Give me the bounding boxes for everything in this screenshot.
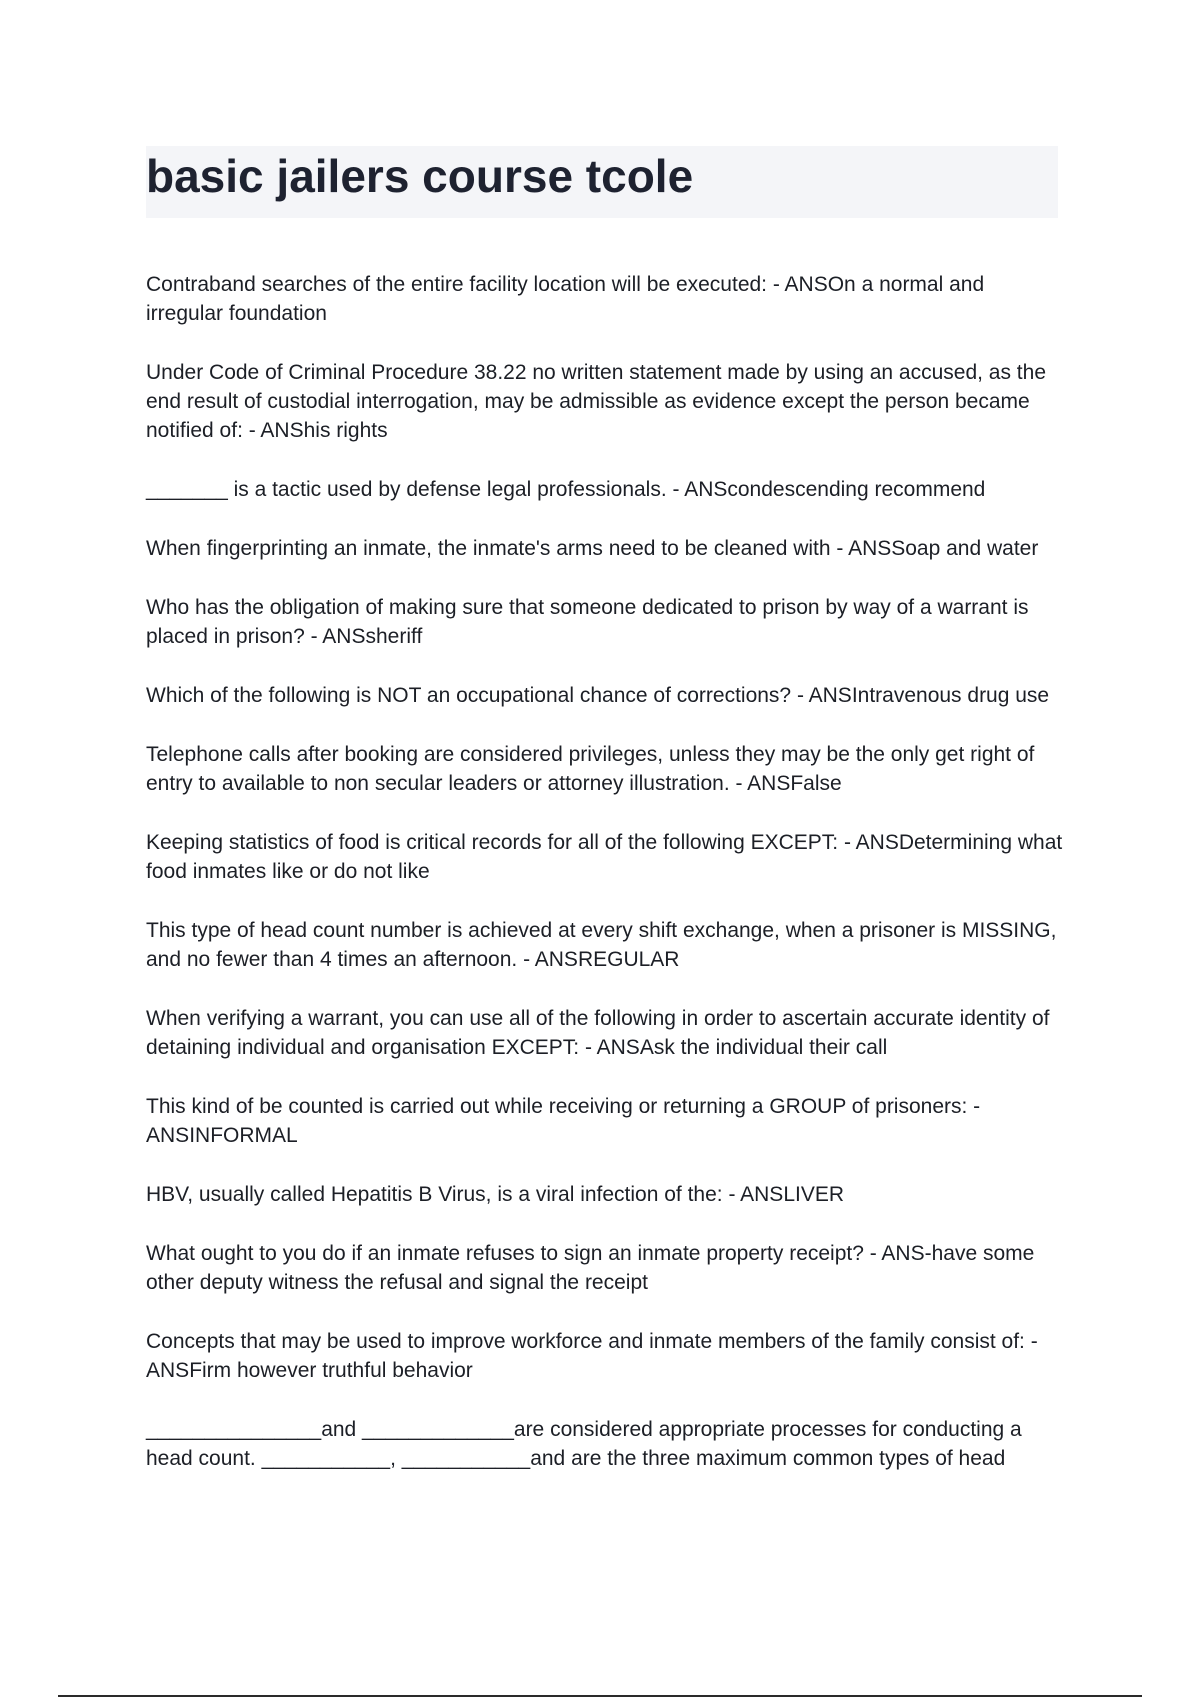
question-text: Under Code of Criminal Procedure 38.22 no written statement made by using an accused, as the end result of custodial interrogation, may be admissible as evidence except the person became notified of:: [146, 361, 1046, 442]
answer-text: Firm however truthful behavior: [189, 1359, 473, 1382]
answer-text: -have some other deputy witness the refusal and signal the receipt: [146, 1242, 1035, 1294]
question-text: Telephone calls after booking are considered privileges, unless they may be the only get right of entry to available to non secular leaders or attorney illustration.: [146, 743, 1035, 795]
question-text: This type of head count number is achieved at every shift exchange, when a prisoner is MISSING, and no fewer than 4 times an afternoon.: [146, 919, 1057, 971]
qa-item: [146, 475, 1066, 504]
answer-text: On a normal and irregular foundation: [146, 273, 985, 325]
answer-text: his rights: [303, 419, 388, 442]
qa-item: [146, 1092, 1066, 1150]
qa-item: [146, 534, 1066, 563]
document-title: basic jailers course tcole: [146, 150, 694, 202]
answer-marker: - ANS: [729, 772, 791, 795]
question-text: Which of the following is NOT an occupational chance of corrections?: [146, 684, 792, 707]
answer-text: INFORMAL: [189, 1124, 298, 1147]
answer-text: condescending recommend: [727, 478, 986, 501]
answer-marker: - ANS: [146, 1095, 981, 1147]
qa-item: [146, 916, 1066, 974]
answer-marker: - ANS: [579, 1036, 640, 1059]
qa-list: [146, 270, 1066, 1503]
qa-item: [146, 270, 1066, 328]
answer-text: Soap and water: [891, 537, 1039, 560]
answer-marker: - ANS: [767, 273, 828, 296]
question-text: When fingerprinting an inmate, the inmate's arms need to be cleaned with: [146, 537, 831, 560]
qa-item: [146, 1004, 1066, 1062]
question-text: Concepts that may be used to improve workforce and inmate members of the family consist of:: [146, 1330, 1025, 1353]
answer-text: Intravenous drug use: [851, 684, 1050, 707]
answer-text: Ask the individual their call: [639, 1036, 888, 1059]
qa-item: [146, 828, 1066, 886]
answer-text: Determining what food inmates like or do not like: [146, 831, 1063, 883]
answer-marker: - ANS: [863, 1242, 925, 1265]
answer-marker: - ANS: [722, 1183, 784, 1206]
answer-marker: - ANS: [517, 948, 578, 971]
qa-item: [146, 1239, 1066, 1297]
answer-marker: - ANS: [242, 419, 304, 442]
question-text: When verifying a warrant, you can use all of the following in order to ascertain accurate identity of detaining individual and organisation EXCEPT:: [146, 1007, 1050, 1059]
qa-item: [146, 681, 1066, 710]
question-text: What ought to you do if an inmate refuses to sign an inmate property receipt?: [146, 1242, 864, 1265]
answer-marker: - ANS: [146, 1330, 1038, 1382]
answer-text: REGULAR: [577, 948, 680, 971]
answer-marker: - ANS: [791, 684, 852, 707]
qa-item-partial: [146, 1415, 1066, 1473]
qa-item: [146, 358, 1066, 445]
answer-marker: - ANS: [304, 625, 366, 648]
answer-text: sheriff: [365, 625, 423, 648]
page-bottom-rule: [58, 1695, 1142, 1697]
question-text: Keeping statistics of food is critical records for all of the following EXCEPT:: [146, 831, 839, 854]
qa-item: [146, 1327, 1066, 1385]
answer-marker: - ANS: [838, 831, 899, 854]
answer-text: False: [790, 772, 842, 795]
question-text: _______ is a tactic used by defense legal professionals.: [146, 478, 667, 501]
answer-marker: - ANS: [666, 478, 728, 501]
answer-text: LIVER: [783, 1183, 845, 1206]
qa-item: [146, 740, 1066, 798]
answer-marker: - ANS: [830, 537, 892, 560]
question-text: HBV, usually called Hepatitis B Virus, is a viral infection of the:: [146, 1183, 723, 1206]
qa-item: [146, 1180, 1066, 1209]
question-text: Who has the obligation of making sure that someone dedicated to prison by way of a warrant is placed in prison?: [146, 596, 1029, 648]
question-text: Contraband searches of the entire facility location will be executed:: [146, 273, 768, 296]
qa-item: [146, 593, 1066, 651]
question-text: This kind of be counted is carried out while receiving or returning a GROUP of prisoners:: [146, 1095, 968, 1118]
question-text: _______________and _____________are considered appropriate processes for conducting a head count. ___________, ___________and are the three maximum common types of head: [146, 1418, 1022, 1470]
